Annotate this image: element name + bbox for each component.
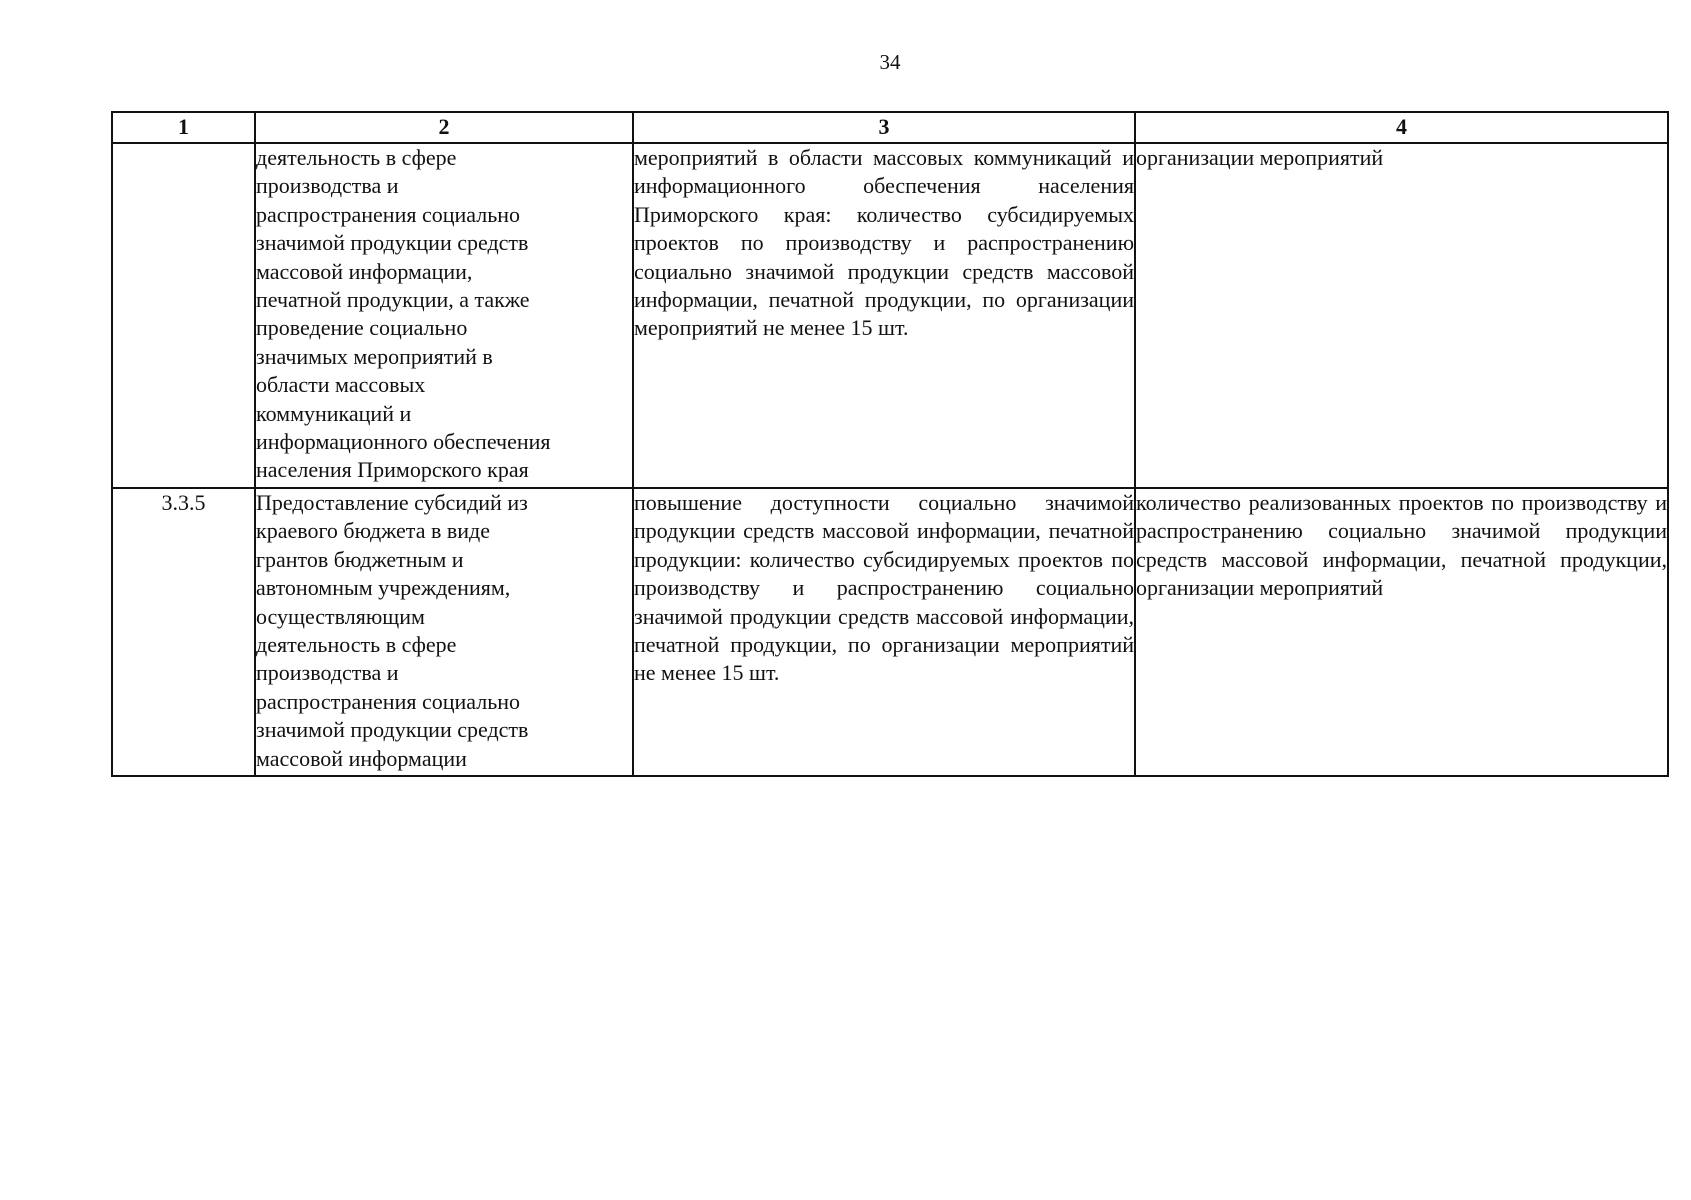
text-line: осуществляющим [256, 603, 425, 629]
text-line: грантов бюджетным и [256, 546, 464, 572]
measure-name-cell [255, 143, 633, 488]
text-line: распространения социально [256, 688, 521, 714]
header-col-2: 2 [255, 112, 633, 143]
text-line: значимой продукции средств [256, 230, 529, 256]
text-line: населения Приморского края [256, 457, 529, 483]
table-row [112, 143, 1668, 488]
measures-table [111, 111, 1669, 777]
text-line: производства и [256, 660, 399, 686]
text-line: производства и [256, 173, 399, 199]
text-line: информационного обеспечения [256, 429, 551, 455]
text-line: деятельность в сфере [256, 632, 457, 658]
text-line: автономным учреждениям, [256, 575, 511, 601]
indicator-cell: количество реализованных проектов по производству и распространению социально значимой продукции средств массовой информации, печатной продукции, организации мероприятий [1135, 488, 1668, 776]
text-line: Предоставление субсидий из [256, 490, 528, 515]
table-row [112, 488, 1668, 776]
expected-result-cell: повышение доступности социально значимой продукции средств массовой информации, печатной продукции: количество субсидируемых проектов по производству и распространению социально значимой продукции средств массовой информации, печатной продукции, по организации мероприятий не менее 15 шт. [633, 488, 1135, 776]
header-col-1: 1 [112, 112, 255, 143]
text-line: области массовых [256, 372, 426, 398]
text-line: массовой информации, [256, 258, 473, 284]
text-line: коммуникаций и [256, 400, 412, 426]
measure-name-cell [255, 488, 633, 776]
text-line: проведение социально [256, 315, 468, 341]
text-line: значимых мероприятий в [256, 343, 493, 369]
indicator-cell: организации мероприятий [1135, 143, 1668, 488]
header-col-3: 3 [633, 112, 1135, 143]
expected-result-cell: мероприятий в области массовых коммуникаций и информационного обеспечения населения Приморского края: количество субсидируемых проектов по производству и распространению социально значимой продукции средств массовой информации, печатной продукции, по организации мероприятий не менее 15 шт. [633, 143, 1135, 488]
header-col-4: 4 [1135, 112, 1668, 143]
row-number: 3.3.5 [112, 488, 255, 776]
text-line: краевого бюджета в виде [256, 518, 490, 544]
row-number [112, 143, 255, 488]
text-line: значимой продукции средств [256, 717, 529, 743]
text-line: массовой информации [256, 745, 467, 771]
text-line: печатной продукции, а также [256, 287, 530, 313]
page-number: 34 [879, 50, 901, 74]
text-line: деятельность в сфере [256, 145, 457, 170]
text-line: распространения социально [256, 201, 521, 227]
header-row [112, 112, 1668, 143]
